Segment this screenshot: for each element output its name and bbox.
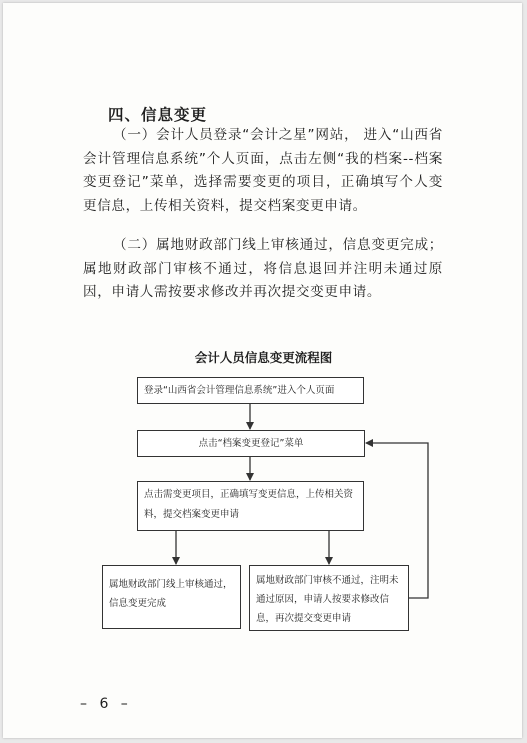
flow-step-rejected: 属地财政部门审核不通过，注明未通过原因，申请人按要求修改信息，再次提交变更申请 — [249, 565, 409, 631]
paragraph-2: （二）属地财政部门线上审核通过，信息变更完成；属地财政部门审核不通过，将信息退回并注明未通过原因，申请人需按要求修改并再次提交变更申请。 — [83, 237, 443, 300]
section-heading: 四、信息变更 — [108, 106, 208, 124]
flow-step-menu: 点击“档案变更登记”菜单 — [137, 430, 365, 457]
flow-step-approved: 属地财政部门线上审核通过，信息变更完成 — [102, 565, 241, 629]
flowchart-title: 会计人员信息变更流程图 — [194, 350, 333, 365]
flow-step-submit: 点击需变更项目，正确填写变更信息，上传相关资料，提交档案变更申请 — [137, 481, 364, 531]
paragraph-1: （一）会计人员登录“会计之星”网站， 进入“山西省会计管理信息系统”个人页面，点击左侧“我的档案--档案变更登记”菜单，选择需要变更的项目，正确填写个人变更信息，上传相关资料，提交档案变更申请。 — [83, 127, 443, 214]
flow-step-login: 登录“山西省会计管理信息系统”进入个人页面 — [137, 377, 364, 404]
page-number: – 6 – — [80, 696, 132, 712]
